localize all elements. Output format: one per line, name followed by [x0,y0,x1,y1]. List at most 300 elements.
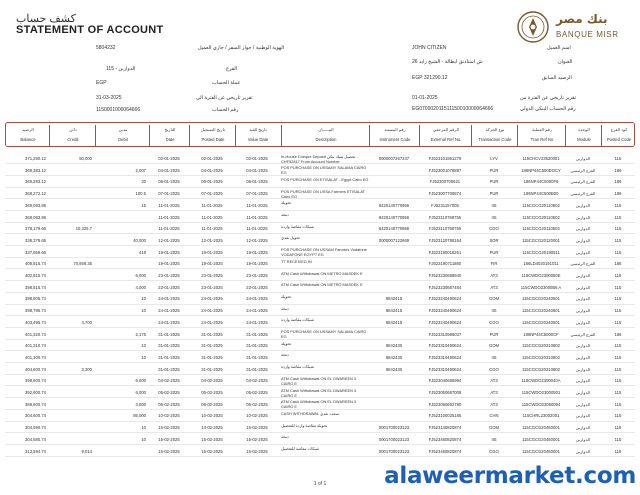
cell-debit: 15 [141,202,146,208]
cell-external-ref: FJ523120788164 [428,237,462,243]
column-header-arabic: الرقم المرجعي [433,127,459,132]
cell-instrument-code [369,410,419,421]
cell-balance: 401,320.74 [25,331,46,337]
cell-posted-date: 31-01-2025 [201,343,223,349]
column-header-balance [6,123,50,148]
bank-name-arabic: بنك مصر [556,12,608,26]
previous-balance-label: الرصيد السابق [542,75,572,81]
cell-date: 24-01-2025 [158,308,180,314]
cell-instrument-code: 8842430 [385,354,403,360]
cell-tran-ref: 115CHCV23620001 [522,156,560,161]
cell-balance: 337,659.66 [25,249,46,255]
cell-debit: 6,000 [135,273,146,278]
cell-credit [49,282,95,293]
period-to-value: 31-03-2025 [96,95,122,101]
cell-credit [49,247,95,258]
cell-value-date: 19-01-2025 [246,261,268,267]
cell-posted-code: 115 [614,343,622,349]
column-header-english: Value Date [247,137,269,142]
column-header-english: Posted Date [201,137,225,142]
cell-debit: 85,000 [133,413,146,419]
cell-transaction-code: AT3 [490,401,498,407]
table-row [5,434,635,445]
table-row [5,317,635,328]
cell-description: ATM Cash Withdrawal ON EL DWAREEN 3 CAIRO E [281,375,357,386]
cell-balance: 398,815.74 [25,284,46,290]
cell-date: 04-01-2025 [158,167,180,173]
cell-posted-date: 10-02-2025 [201,413,223,419]
cell-credit [49,293,95,304]
cell-posted-code: 115 [614,425,622,431]
cell-date: 15-02-2025 [158,436,180,442]
table-row [5,270,635,281]
cell-description: دمغة [281,352,289,358]
cell-credit: 3,300 [81,366,92,372]
table-row [5,364,635,375]
bank-logo [516,8,626,46]
column-header-instrument-code [370,123,420,148]
cell-tran-ref: 115CWDO23000501 [521,390,561,395]
cell-date: 31-01-2025 [158,354,180,360]
cell-tran-ref: 115CGCG20310602 [522,354,560,360]
cell-transaction-code: GOM [488,296,499,302]
table-row [5,212,635,223]
column-header-posted-date [190,123,236,148]
cell-transaction-code: GOM [488,343,499,349]
column-header-credit [50,123,96,148]
cell-credit [49,329,95,340]
cell-posted-date: 23-01-2025 [201,273,223,278]
cell-credit [49,165,95,176]
table-row [5,340,635,351]
cell-instrument-code [369,270,419,281]
table-row [5,200,635,211]
cell-transaction-code: AT3 [490,273,498,278]
cell-posted-code: 115 [614,401,622,407]
cell-description: ATM Cash Withdrawal ON METRO MASDEK E [281,270,363,276]
column-header-english: Instrument Code [379,137,411,142]
cell-date: 31-01-2025 [158,343,180,349]
cell-posted-code: 186 [614,167,622,173]
column-divider [369,125,370,146]
period-to-label: تقرير تاريخي عن الفترة الى [196,95,253,101]
cell-credit [49,375,95,386]
cell-instrument-code [369,188,419,199]
column-header-transaction-code [472,123,518,148]
cell-tran-ref: 115CGCG20240601 [522,308,560,314]
cell-value-date: 07-01-2025 [246,191,268,197]
cell-posted-code: 115 [614,366,622,372]
column-divider [419,125,420,146]
cell-transaction-code: IIS [491,214,497,220]
cell-transaction-code: GOM [488,425,499,431]
table-row [5,258,635,269]
cell-instrument-code: 0000007122669 [378,237,410,243]
cell-posted-code: 115 [614,296,622,302]
cell-posted-code: 115 [614,249,622,255]
cell-posted-date: 06-01-2025 [201,179,223,185]
cell-posted-code: 115 [614,284,622,290]
cell-instrument-code: 8420140770956 [378,214,410,220]
column-divider [517,125,518,146]
cell-transaction-code: PUR [489,191,499,197]
table-row [5,422,635,433]
column-header-english: Module [577,137,591,142]
cell-value-date: 10-02-2025 [246,413,268,419]
cell-posted-code: 115 [614,308,622,314]
cell-value-date: 02-01-2025 [246,156,268,161]
cell-instrument-code: 0001700023123 [378,448,410,454]
cell-balance: 401,300.74 [25,354,46,360]
cell-module: الدوارين [575,425,591,431]
column-divider [95,125,96,146]
cell-posted-date: 11-01-2025 [201,202,223,208]
cell-instrument-code [369,247,419,258]
cell-tran-ref: 115CGCG20460001 [522,425,560,431]
cell-posted-date: 15-02-2025 [201,448,223,454]
cell-description: شيكات مقاصة واردة [281,364,314,370]
column-header-arabic: الرصيد [22,127,34,132]
cell-date: 06-02-2025 [158,401,180,407]
cell-debit: 10 [141,343,146,349]
cell-transaction-code: IIS [491,308,497,314]
cell-instrument-code: 8842430 [385,366,403,372]
cell-instrument-code [369,282,419,293]
cell-tran-ref: 115CGCG20110502 [522,214,560,220]
bank-name: BANQUE MISR [556,30,619,39]
cell-external-ref: FJ523240490624 [428,296,462,302]
column-header-arabic: مدين [118,127,128,132]
cell-external-ref: FJ52300700621 [429,179,461,185]
cell-tran-ref: 115CHRL23002001 [522,413,560,419]
cell-value-date: 11-01-2025 [246,202,268,208]
cell-description: تحويلة مقاصة واردة للتحصيل [281,422,328,428]
cell-posted-date: 05-02-2025 [201,390,223,395]
cell-module: الدوارين [575,237,591,243]
cell-external-ref: FJ523310490624 [428,343,462,349]
cell-module: الدوارين [575,226,591,232]
table-row [5,387,635,398]
cell-external-ref: FJ523240490624 [428,319,462,325]
cell-debit [95,317,149,328]
cell-instrument-code: 8842430 [385,343,403,349]
cell-transaction-code: AT3 [490,378,498,384]
cell-external-ref: FJ523101951279 [428,156,462,161]
table-row [5,176,635,187]
cell-value-date: 11-01-2025 [246,214,268,220]
cell-posted-code: 186 [614,331,622,337]
cell-posted-date: 24-01-2025 [201,296,223,302]
cell-module: الدوارين [575,308,591,314]
cell-credit [49,188,95,199]
cell-description: دمغة [281,434,289,440]
table-row [5,375,635,386]
cell-credit: 50,000 [79,156,92,161]
cell-transaction-code: IIS [491,436,497,442]
table-row [5,235,635,246]
cell-balance: 369,383.12 [25,167,46,173]
cell-credit [49,422,95,433]
cell-tran-ref: 186LD4020191011 [523,261,559,267]
cell-tran-ref: 115CGCG20240601 [522,296,560,302]
cell-module: الدوارين [575,436,591,442]
cell-posted-code: 115 [614,237,622,243]
cell-debit: 20 [141,179,146,185]
cell-module: الدوارين [575,273,591,278]
cell-value-date: 06-01-2025 [246,179,268,185]
column-divider [49,125,50,146]
cell-posted-code: 115 [614,354,622,360]
cell-transaction-code: PUR [489,249,499,255]
cell-tran-ref: 115CGCG20310602 [522,366,560,372]
iban-value: EG070002011511150010000064666 [412,106,494,112]
cell-posted-code: 115 [614,226,622,232]
cell-posted-code: 115 [614,202,622,208]
cell-credit [49,200,95,211]
statement-title: STATEMENT OF ACCOUNT [16,24,164,36]
cell-balance: 398,795.74 [25,308,46,314]
currency-label: عملة الحساب [212,80,241,86]
cell-value-date: 05-02-2025 [246,390,268,395]
branch-label: الفرع [226,66,238,72]
cell-date: 02-01-2025 [158,156,180,161]
cell-description: تحويل نقدي [281,235,300,241]
cell-debit: 100.5 [135,191,146,197]
cell-posted-date: 19-01-2025 [201,249,223,255]
cell-balance: 369,283.12 [25,179,46,185]
cell-debit: 10 [141,354,146,360]
statement-title-arabic: كشف حساب [16,13,76,25]
cell-module: الدوارين [575,413,591,419]
cell-transaction-code: CGO [489,319,499,325]
cell-external-ref: FJ523060692780 [428,401,462,407]
cell-value-date: 11-01-2025 [246,226,268,232]
cell-module: الدوارين [575,156,591,161]
cell-posted-date: 12-01-2025 [201,237,223,243]
column-divider [565,125,566,146]
cell-tran-ref: 115CGCG20240601 [522,319,560,325]
cell-date: 15-02-2025 [158,425,180,431]
table-row [5,329,635,340]
cell-posted-date: 11-01-2025 [201,214,223,220]
cell-value-date: 04-01-2025 [246,167,268,173]
table-row [5,153,635,164]
column-header-external-ref [420,123,472,148]
cell-value-date: 23-01-2025 [246,273,268,278]
cell-description: TT RECEIVED IN [281,258,312,264]
period-from-label: تقرير تاريخي عن الفترة من [520,95,577,101]
cell-external-ref: FJ523140820874 [428,425,462,431]
period-from-value: 01-01-2025 [412,95,438,101]
cell-credit [49,270,95,281]
column-header-english: Transaction Code [478,137,512,142]
cell-value-date: 23-01-2025 [246,284,268,290]
cell-external-ref: FJ523310986037 [428,331,462,337]
cell-date: 31-01-2025 [158,331,180,337]
cell-debit: 10 [141,296,146,302]
cell-external-ref: FJ523110768755 [428,226,462,232]
cell-module: الدوارين [575,448,591,454]
cell-module: الدوارين [575,354,591,360]
cell-instrument-code [369,375,419,386]
cell-credit [49,340,95,351]
column-header-debit [96,123,150,148]
cell-description: In-House Cheque Deposit تحصيل شيك بنكي - CHF52817 From Account Number [281,153,358,164]
cell-instrument-code: 8842415 [385,308,403,314]
column-header-arabic: دائن [69,127,77,132]
column-header-module [566,123,602,148]
cell-date: 15-02-2025 [158,448,180,454]
cell-value-date: 31-01-2025 [246,354,268,360]
cell-debit: 419 [139,249,146,255]
cell-instrument-code [369,258,419,269]
column-header-english: Description [315,137,337,142]
customer-name-value: JOHN CITIZEN [412,45,447,51]
cell-description: POS PURCHASE ON USSAM Farmers Vodafone VODAFONE EGYPT EG [281,247,367,258]
cell-external-ref: FJ523100025185 [428,413,462,419]
column-header-arabic: التاريخ [164,127,176,132]
column-header-date [150,123,190,148]
cell-module: الدوارين [575,390,591,395]
cell-posted-date: 15-02-2025 [201,436,223,442]
cell-transaction-code: LYV [490,156,498,161]
cell-debit: 4,000 [135,284,146,290]
cell-date: 10-02-2025 [158,413,180,419]
column-header-english: Balance [20,137,36,142]
cell-posted-code: 186 [614,191,622,197]
cell-instrument-code: 8842415 [385,296,403,302]
cell-value-date: 31-01-2025 [246,331,268,337]
cell-posted-code: 186 [614,179,622,185]
cell-instrument-code: 8420140770956 [378,202,410,208]
cell-debit: 2,007 [135,167,146,173]
cell-tran-ref: 115CGCG20460001 [522,436,560,442]
cell-debit [95,223,149,234]
cell-credit: 9,014 [81,448,92,454]
column-divider [281,125,282,146]
cell-instrument-code [369,399,419,410]
cell-description: شيكات مقاصة للتحصيل [281,446,319,452]
cell-tran-ref: 115CWDO2300040A [521,378,561,384]
table-row [5,282,635,293]
cell-description: ATM Cash Withdrawal ON EL DWAREEN 3 CAIRO E [281,399,357,410]
cell-tran-ref: 115CGCG20110502 [522,226,560,232]
cell-value-date: 31-01-2025 [246,343,268,349]
cell-date: 05-02-2025 [158,390,180,395]
cell-balance: 371,290.12 [25,156,46,161]
cell-instrument-code [369,165,419,176]
cell-transaction-code: CGO [489,366,499,372]
cell-module: الفرع الرئيسي [570,331,596,337]
cell-module: الدوارين [575,296,591,302]
cell-posted-date: 06-02-2025 [201,401,223,407]
column-header-arabic: نوع الحركة [485,127,505,132]
cell-instrument-code: 0001700023123 [378,436,410,442]
cell-posted-date: 24-01-2025 [201,319,223,325]
cell-balance: 378,179.66 [25,226,46,232]
cell-debit [95,258,149,269]
table-header [5,122,635,147]
cell-external-ref: FJ523230688940 [428,273,462,278]
cell-posted-date: 31-01-2025 [201,331,223,337]
cell-tran-ref: 186NP44C500B00 [523,191,559,197]
cell-date: 11-01-2025 [158,226,180,232]
cell-transaction-code: CGO [489,226,499,232]
column-header-english: Tran Ref No [530,137,554,142]
column-header-tran-ref [518,123,566,148]
cell-value-date: 31-01-2025 [246,366,268,372]
cell-tran-ref: 115CGCG20460001 [522,448,560,454]
cell-tran-ref: 115CGCG20110502 [522,202,560,208]
cell-module: الدوارين [575,284,591,290]
cell-external-ref: FJ523310490624 [428,366,462,372]
cell-tran-ref: 115CWDO23000B6 A [520,284,562,290]
cell-module: الفرع الرئيسي [570,179,596,185]
cell-transaction-code: PUR [489,331,499,337]
cell-module: الدوارين [575,343,591,349]
cell-description: POS PURCHASE ON USSAMY SALAMA CAIRO EG [281,165,367,176]
bank-emblem-icon [516,10,550,44]
cell-debit: 10 [141,425,146,431]
cell-value-date: 15-02-2025 [246,448,268,454]
cell-value-date: 12-01-2025 [246,237,268,243]
cell-description: دمغة [281,305,289,311]
cell-balance: 313,594.74 [25,448,46,454]
cell-credit: 10,325.7 [75,226,92,232]
cell-posted-date: 14-02-2025 [201,425,223,431]
cell-date: 23-01-2025 [158,273,180,278]
cell-description: تحويلة [281,200,292,206]
cell-module: الفرع الرئيسي [570,167,596,173]
cell-debit [95,364,149,375]
cell-balance: 398,805.74 [25,296,46,302]
cell-balance: 404,600.74 [25,366,46,372]
cell-debit: 10 [141,308,146,314]
cell-external-ref: FJ523007708874 [428,191,462,197]
column-header-english: Debit [118,137,128,142]
cell-posted-date: 04-02-2025 [201,378,223,384]
cell-module: الدوارين [575,366,591,372]
cell-description: شيكات مقاصة واردة [281,317,314,323]
column-header-english: Date [165,137,175,142]
currency-value: EGP [96,80,107,86]
cell-module: الدوارين [575,202,591,208]
cell-tran-ref: 115CGCG20310602 [522,343,560,349]
cell-posted-date: 07-01-2025 [201,191,223,197]
cell-posted-code: 115 [614,156,622,161]
cell-balance: 369,272.12 [25,191,46,197]
table-row [5,305,635,316]
cell-credit [49,305,95,316]
cell-debit: 6,000 [135,390,146,395]
cell-balance: 304,580.74 [25,436,46,442]
account-number-value: 1150001000064666 [96,107,141,113]
table-row [5,446,635,457]
column-header-arabic: رقم العملية [532,127,552,132]
table-row [5,188,635,199]
cell-debit: 40,000 [133,237,146,243]
cell-instrument-code: 0001700023123 [378,425,410,431]
cell-transaction-code: PUR [489,167,499,173]
cell-external-ref: FJ523001078897 [428,167,462,173]
cell-value-date: 24-01-2025 [246,296,268,302]
cell-posted-date: 31-01-2025 [201,354,223,360]
column-header-arabic: كود الفرع [610,127,628,132]
cell-instrument-code: 8420140770956 [378,226,410,232]
cell-date: 23-01-2025 [158,284,180,290]
cell-posted-code: 115 [614,436,622,442]
cell-description: POS PURCHASE ON ETISALAT - Egypt Cairo EG [281,176,369,182]
